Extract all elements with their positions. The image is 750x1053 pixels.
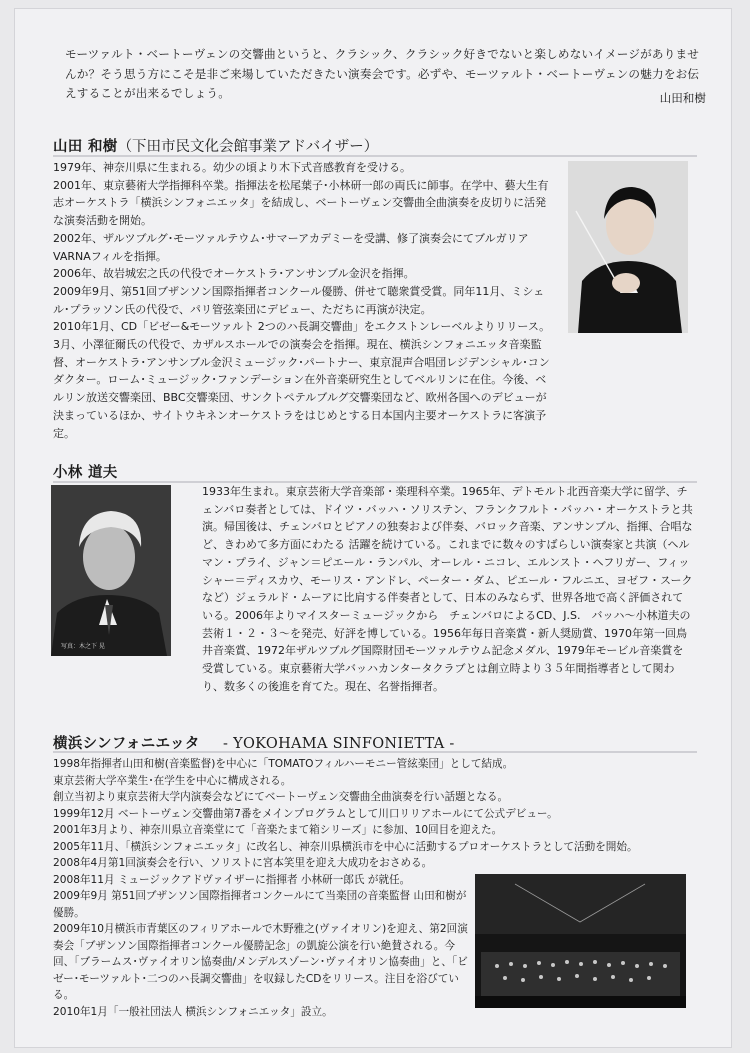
- yamada-bio-line: 1979年、神奈川県に生まれる。幼少の頃より木下式音感教育を受ける。: [53, 161, 411, 174]
- yamada-title: （下田市民文化会館事業アドバイザー）: [117, 139, 379, 155]
- kobayashi-heading: 小林 道夫: [53, 465, 118, 481]
- yamada-name: 山田 和樹: [53, 139, 118, 155]
- history-line: 1999年12月 ベートーヴェン交響曲第7番をメインプログラムとして川口リリアホールにて公式デビュー。: [53, 807, 558, 820]
- yamada-photo: [568, 161, 688, 333]
- history-line: 2001年3月より、神奈川県立音楽堂にて「音楽たまて箱シリーズ」に参加、10回目を迎えた。: [53, 824, 503, 836]
- conductor-portrait-image: [568, 161, 688, 333]
- orchestra-stage-image: [475, 874, 686, 1008]
- program-page: [14, 8, 732, 1048]
- history-line: 2009年10月横浜市青葉区のフィリアホールで木野雅之(ヴァイオリン)を迎え、第2回演奏会「ブザンソン国際指揮者コンクール優勝記念」の凱旋公演を行い絶賛される。今回、「ブラームス･ヴァイオリン協奏曲/メンデルスゾーン･ヴァイオリン協奏曲」と、「ビゼー･モーツァルト･二つのハ長調交響曲」を収録したCDをリリース。注目を浴びている。: [53, 923, 468, 1001]
- kobayashi-portrait-image: [51, 485, 171, 656]
- sinfonietta-name: 横浜シンフォニエッタ: [53, 736, 200, 752]
- yamada-bio-line: 2001年、東京藝術大学指揮科卒業。指揮法を松尾葉子･小林研一郎の両氏に師事。在学中、藝大生有志オーケストラ「横浜シンフォニエッタ」を結成し、ベートーヴェン交響曲全曲演奏を皮切りに活発な演奏活動を開始。: [53, 178, 549, 228]
- kobayashi-biography: 1933年生まれ。東京芸術大学音楽部・楽理科卒業。1965年、デトモルト北西音楽大学に留学、チェンバロ奏者としては、ドイツ・バッハ・ソリステン、フランクフルト・バッハ・オーケストラと共演。帰国後は、チェンバロとピアノの独奏および伴奏、バロック音楽、アンサンブル、指揮、合唱など、きわめて多方面にわたる 活躍を続けている。これまでに数々のすばらしい演奏家と共演（ヘルマン・プライ、ジャン＝ピエール・ランパル、オーレル・ニコレ、エルンスト・ヘフリガー、フィッシャー＝ディスカウ、モーリス・アンドレ、ペーター・ダム、ピエール・フルニエ、ヨゼフ・スークなど）ジェラルド・ムーアに比肩する伴奏者として、日本のみならず、世界各地で高く評価されている。2006年よりマイスターミュージックから チェンバロによるCD、J.S. バッハ〜小林道夫の芸術１・２・３〜を発売、好評を博している。1956年毎日音楽賞・新人奨励賞、1970年第一回鳥井音楽賞、1972年ザルツブルグ国際財団モーツァルテウム記念メダル、1979年モービル音楽賞を受賞している。東京藝術大学バッハカンタータクラブとは創立時より３５年間指導者として関わり、数多くの後進を育てた。現在、名誉指揮者。: [202, 485, 693, 693]
- history-line: 2008年11月 ミュージックアドヴァイザーに指揮者 小林研一郎氏 が就任。: [53, 873, 411, 886]
- history-line: 2009年9月 第51回ブザンソン国際指揮者コンクールにて当楽団の音楽監督 山田和樹が優勝。: [53, 890, 467, 919]
- yamada-heading: [53, 135, 378, 156]
- orchestra-photo: [475, 874, 686, 1008]
- history-line: 東京芸術大学卒業生･在学生を中心に構成される。: [53, 774, 292, 787]
- history-line: 1998年指揮者山田和樹(音楽監督)を中心に「TOMATOフィルハーモニー管絃楽団」として結成。: [53, 758, 514, 770]
- history-line: 2010年1月「一般社団法人 横浜シンフォニエッタ」設立。: [53, 1005, 333, 1018]
- photo-credit: 写真：木之下 晃: [61, 643, 105, 650]
- history-line: 創立当初より東京芸術大学内演奏会などにてベートーヴェン交響曲全曲演奏を行い話題となる。: [53, 791, 509, 803]
- yamada-bio-line: 2009年9月、第51回ブザンソン国際指揮者コンクール優勝、併せて聴衆賞受賞。同年11月、ミシェル･プラッソン氏の代役で、パリ管弦楽団にデビュー、ただちに再演が決定。: [53, 284, 545, 316]
- kobayashi-photo: [51, 485, 171, 656]
- history-line: 2005年11月、「横浜シンフォニエッタ」に改名し、神奈川県横浜市を中心に活動するプロオーケストラとして活動を開始。: [53, 840, 638, 853]
- sinfonietta-heading: [53, 732, 455, 753]
- intro-paragraph: モーツァルト・ベートーヴェンの交響曲というと、クラシック、クラシック好きでないと楽しめないイメージがありませんか？そう思う方にこそ是非ご来場していただきたい演奏会です。必ずや、モーツァルト・ベートーヴェンの魅力をお伝えすることが出来るでしょう。: [65, 47, 700, 100]
- yamada-bio-line: 2010年1月、CD「ビゼー&モーツァルト 2つのハ長調交響曲」をエクストンレーベルよりリリース。3月、小澤征爾氏の代役で、カザルスホールでの演奏会を指揮。現在、横浜シンフォニエッタ音楽監督、オーケストラ･アンサンブル金沢ミュージック･パートナー、東京混声合唱団レジデンシャル･コンダクター。ローム･ミュージック･ファンデーション在外音楽研究生としてベルリンに在住。今後、ベルリン放送交響楽団、BBC交響楽団、サンクトペテルブルグ交響楽団など、欧州各国へのデビューが決まっているほか、サイトウキネンオーケストラをはじめとする日本国内主要オーケストラに客演予定。: [53, 320, 551, 440]
- history-line: 2008年4月第1回演奏会を行い、ソリストに宮本笑里を迎え大成功をおさめる。: [53, 857, 433, 869]
- yamada-biography: [53, 159, 553, 442]
- intro-signature: 山田和樹: [659, 91, 706, 105]
- sinfonietta-name-en: - YOKOHAMA SINFONIETTA -: [222, 736, 455, 752]
- yamada-bio-line: 2006年、故岩城宏之氏の代役でオーケストラ･アンサンブル金沢を指揮。: [53, 267, 415, 281]
- yamada-bio-line: 2002年、ザルツブルグ･モーツァルテウム･サマーアカデミーを受講、修了演奏会にてブルガリアVARNAフィルを指揮。: [53, 231, 529, 263]
